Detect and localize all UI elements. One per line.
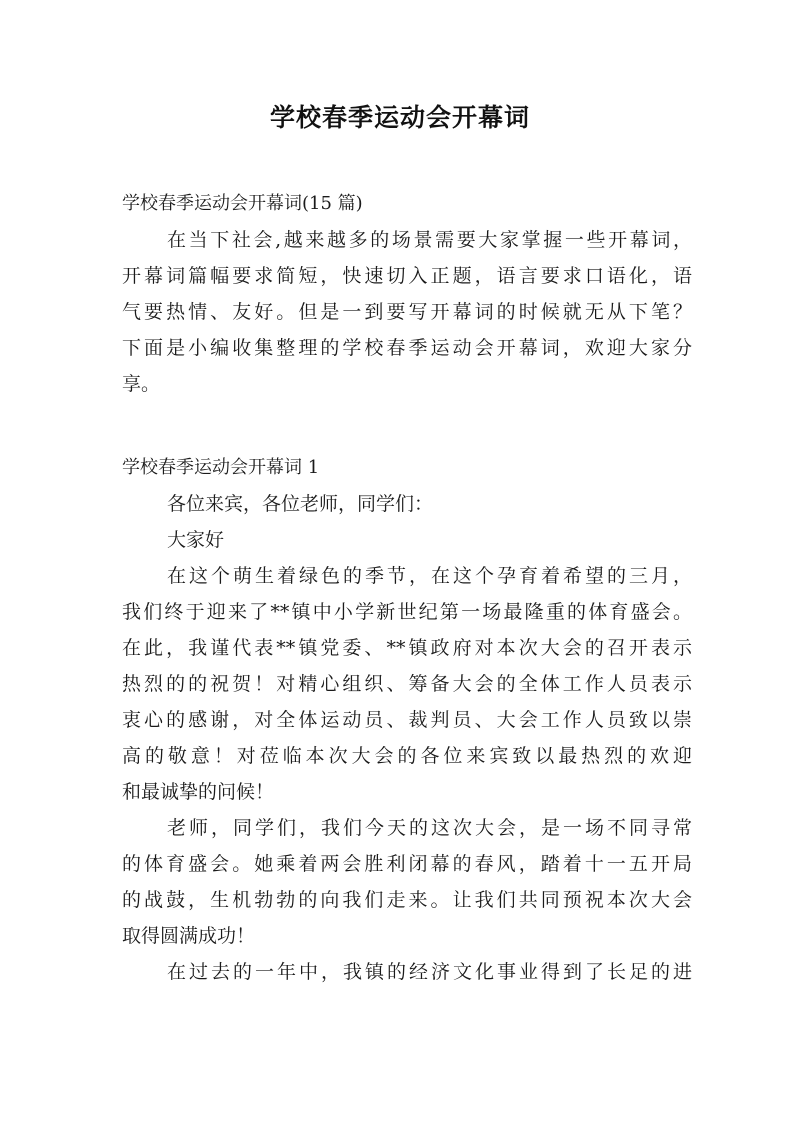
paragraph-line: 和最诚挚的问候！ <box>122 781 275 803</box>
paragraph-line: 衷心的感谢，对全体运动员、裁判员、大会工作人员致以崇 <box>122 709 692 731</box>
paragraph-line: 在过去的一年中，我镇的经济文化事业得到了长足的进 <box>167 961 692 983</box>
salutation: 各位来宾，各位老师，同学们： <box>167 493 434 515</box>
paragraph-line: 高的敬意！对莅临本次大会的各位来宾致以最热烈的欢迎 <box>122 745 692 767</box>
intro-line: 在当下社会,越来越多的场景需要大家掌握一些开幕词， <box>167 229 692 251</box>
paragraph-line: 的体育盛会。她乘着两会胜利闭幕的春风，踏着十一五开局 <box>122 853 692 875</box>
intro-line: 下面是小编收集整理的学校春季运动会开幕词，欢迎大家分 <box>122 337 692 359</box>
paragraph-line: 热烈的的祝贺！对精心组织、筹备大会的全体工作人员表示 <box>122 673 692 695</box>
intro-line: 开幕词篇幅要求简短，快速切入正题，语言要求口语化，语 <box>122 265 692 287</box>
intro-line: 享。 <box>122 373 161 395</box>
paragraph-line: 的战鼓，生机勃勃的向我们走来。让我们共同预祝本次大会 <box>122 889 692 911</box>
document-title: 学校春季运动会开幕词 <box>269 103 530 132</box>
intro-line: 气要热情、友好。但是一到要写开幕词的时候就无从下笔？ <box>122 301 692 323</box>
paragraph-line: 我们终于迎来了**镇中小学新世纪第一场最隆重的体育盛会。 <box>122 601 692 623</box>
intro-block <box>122 186 692 402</box>
paragraph-line: 在这个萌生着绿色的季节，在这个孕育着希望的三月， <box>167 565 692 587</box>
paragraph-line: 老师，同学们，我们今天的这次大会，是一场不同寻常 <box>167 817 692 839</box>
section-1 <box>122 450 692 990</box>
paragraph-line: 在此，我谨代表**镇党委、**镇政府对本次大会的召开表示 <box>122 637 692 659</box>
collection-title: 学校春季运动会开幕词(15 篇) <box>122 193 363 214</box>
paragraph-line: 取得圆满成功！ <box>122 925 256 947</box>
section-heading: 学校春季运动会开幕词 1 <box>122 457 320 478</box>
greeting: 大家好 <box>167 529 225 551</box>
